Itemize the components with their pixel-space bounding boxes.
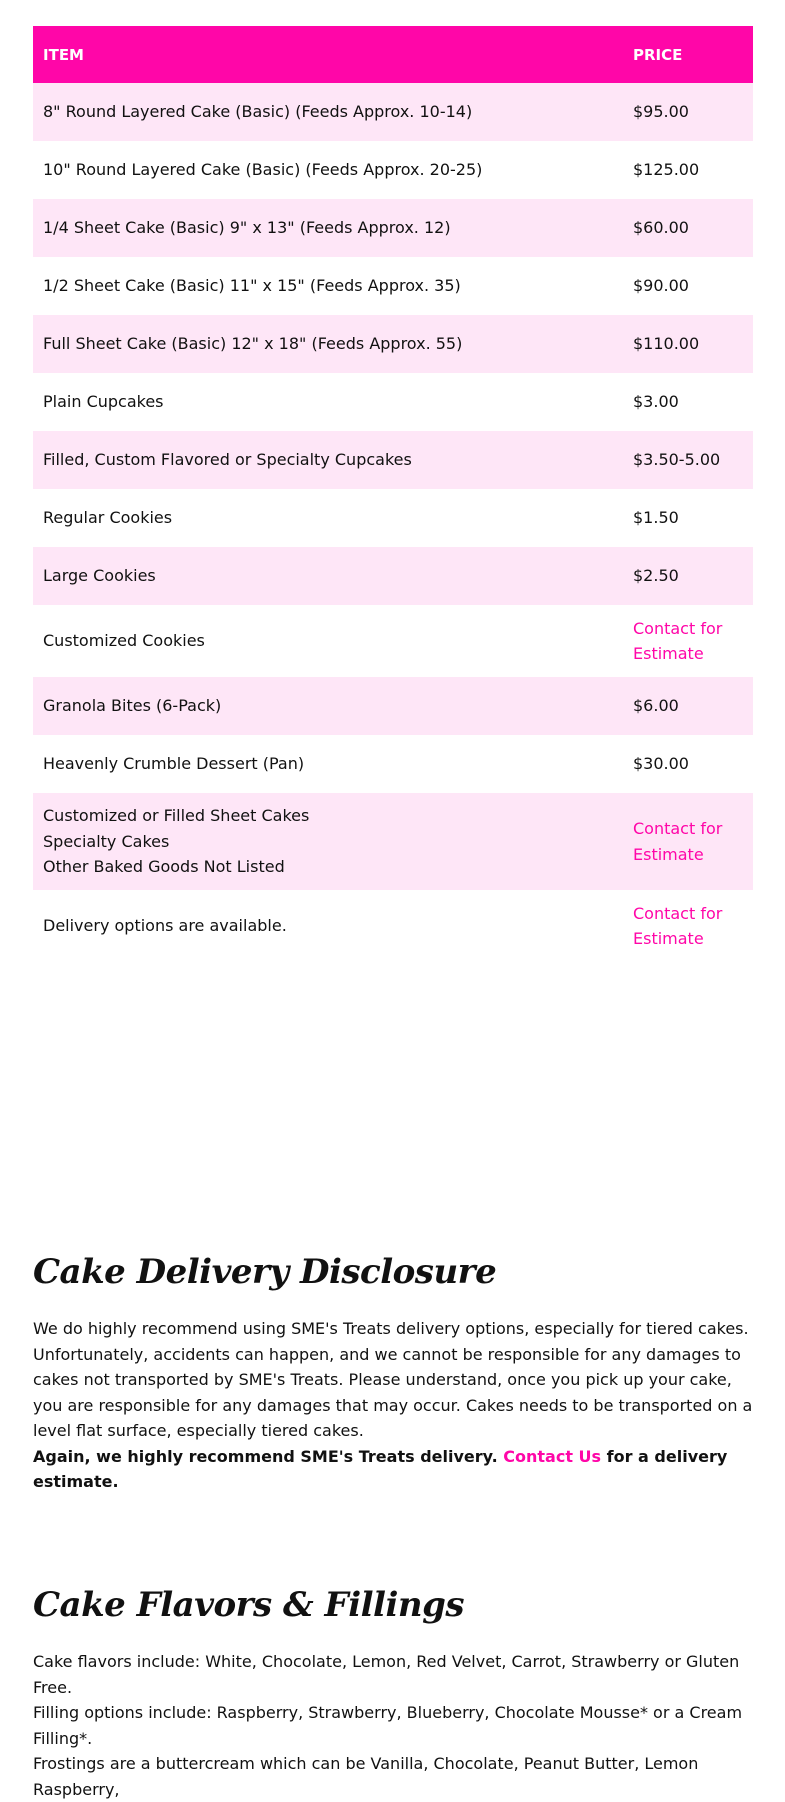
item-line: Specialty Cakes [43,831,170,851]
table-row [33,315,753,373]
item-name: Plain Cupcakes [43,392,164,412]
contact-estimate-link[interactable]: Contact for Estimate [633,618,723,663]
item-price: $3.00 [633,392,679,412]
table-row [33,547,753,605]
item-price: $2.50 [623,547,753,605]
item-price: $90.00 [633,276,689,296]
price-table-header [33,26,753,83]
item-name: Heavenly Crumble Dessert (Pan) [43,754,305,774]
delivery-recommendation [33,1444,753,1495]
cake-flavors-text: Cake flavors include: White, Chocolate, Lemon, Red Velvet, Carrot, Strawberry or Gluten Free. [33,1652,740,1697]
item-name: Regular Cookies [43,508,173,528]
delivery-disclosure-body [33,1316,753,1495]
filling-options-text: Filling options include: Raspberry, Strawberry, Blueberry, Chocolate Mousse* or a Cream Filling*. [33,1703,743,1748]
item-name: Granola Bites (6-Pack) [33,677,623,735]
header-item: ITEM [33,26,623,83]
item-price: $125.00 [633,160,700,180]
contact-estimate-link[interactable]: Contact for Estimate [633,903,723,948]
item-name: Large Cookies [33,547,623,605]
table-row [33,890,753,962]
item-name: Delivery options are available. [43,916,287,936]
contact-estimate-link[interactable]: Contact for Estimate [623,793,753,890]
contact-us-link[interactable]: Contact Us [503,1446,602,1466]
table-row [33,677,753,735]
table-row [33,373,753,431]
item-line: Customized or Filled Sheet Cakes [43,806,310,826]
item-name-multiline [33,793,623,890]
item-name: 1/2 Sheet Cake (Basic) 11" x 15" (Feeds Approx. 35) [43,276,461,296]
flavors-title: Cake Flavors & Fillings [33,1585,464,1625]
flavors-body [33,1649,753,1802]
item-name: Filled, Custom Flavored or Specialty Cupcakes [33,431,623,489]
delivery-disclosure-title: Cake Delivery Disclosure [33,1252,497,1292]
item-line: Other Baked Goods Not Listed [43,857,285,877]
header-price: PRICE [623,26,753,83]
item-price: $6.00 [623,677,753,735]
item-name: 8" Round Layered Cake (Basic) (Feeds Approx. 10-14) [33,83,623,141]
table-row [33,431,753,489]
item-name: 1/4 Sheet Cake (Basic) 9" x 13" (Feeds Approx. 12) [33,199,623,257]
recommendation-text-end: for a delivery estimate. [33,1446,728,1491]
table-row [33,605,753,677]
item-price: $95.00 [623,83,753,141]
price-table [33,26,753,962]
item-price: $60.00 [623,199,753,257]
item-price: $1.50 [633,508,679,528]
item-name: 10" Round Layered Cake (Basic) (Feeds Approx. 20-25) [43,160,483,180]
table-row [33,141,753,199]
table-row [33,735,753,793]
item-price: $30.00 [633,754,689,774]
frostings-text: Frostings are a buttercream which can be Vanilla, Chocolate, Peanut Butter, Lemon Raspberry, [33,1754,699,1799]
table-row [33,489,753,547]
table-row [33,257,753,315]
item-name: Full Sheet Cake (Basic) 12" x 18" (Feeds Approx. 55) [33,315,623,373]
item-name: Customized Cookies [43,631,205,651]
recommendation-text: Again, we highly recommend SME's Treats delivery. [33,1446,498,1466]
delivery-disclosure-text: We do highly recommend using SME's Treats delivery options, especially for tiered cakes. Unfortunately, accidents can happen, and we cannot be responsible for any damages to cakes not transported by SME's Treats. Please understand, once you pick up your cake, you are responsible for any damages that may occur. Cakes needs to be transported on a level flat surface, especially tiered cakes. [33,1319,753,1440]
item-price: $110.00 [623,315,753,373]
table-row [33,793,753,890]
item-price: $3.50-5.00 [623,431,753,489]
table-row [33,83,753,141]
table-row [33,199,753,257]
